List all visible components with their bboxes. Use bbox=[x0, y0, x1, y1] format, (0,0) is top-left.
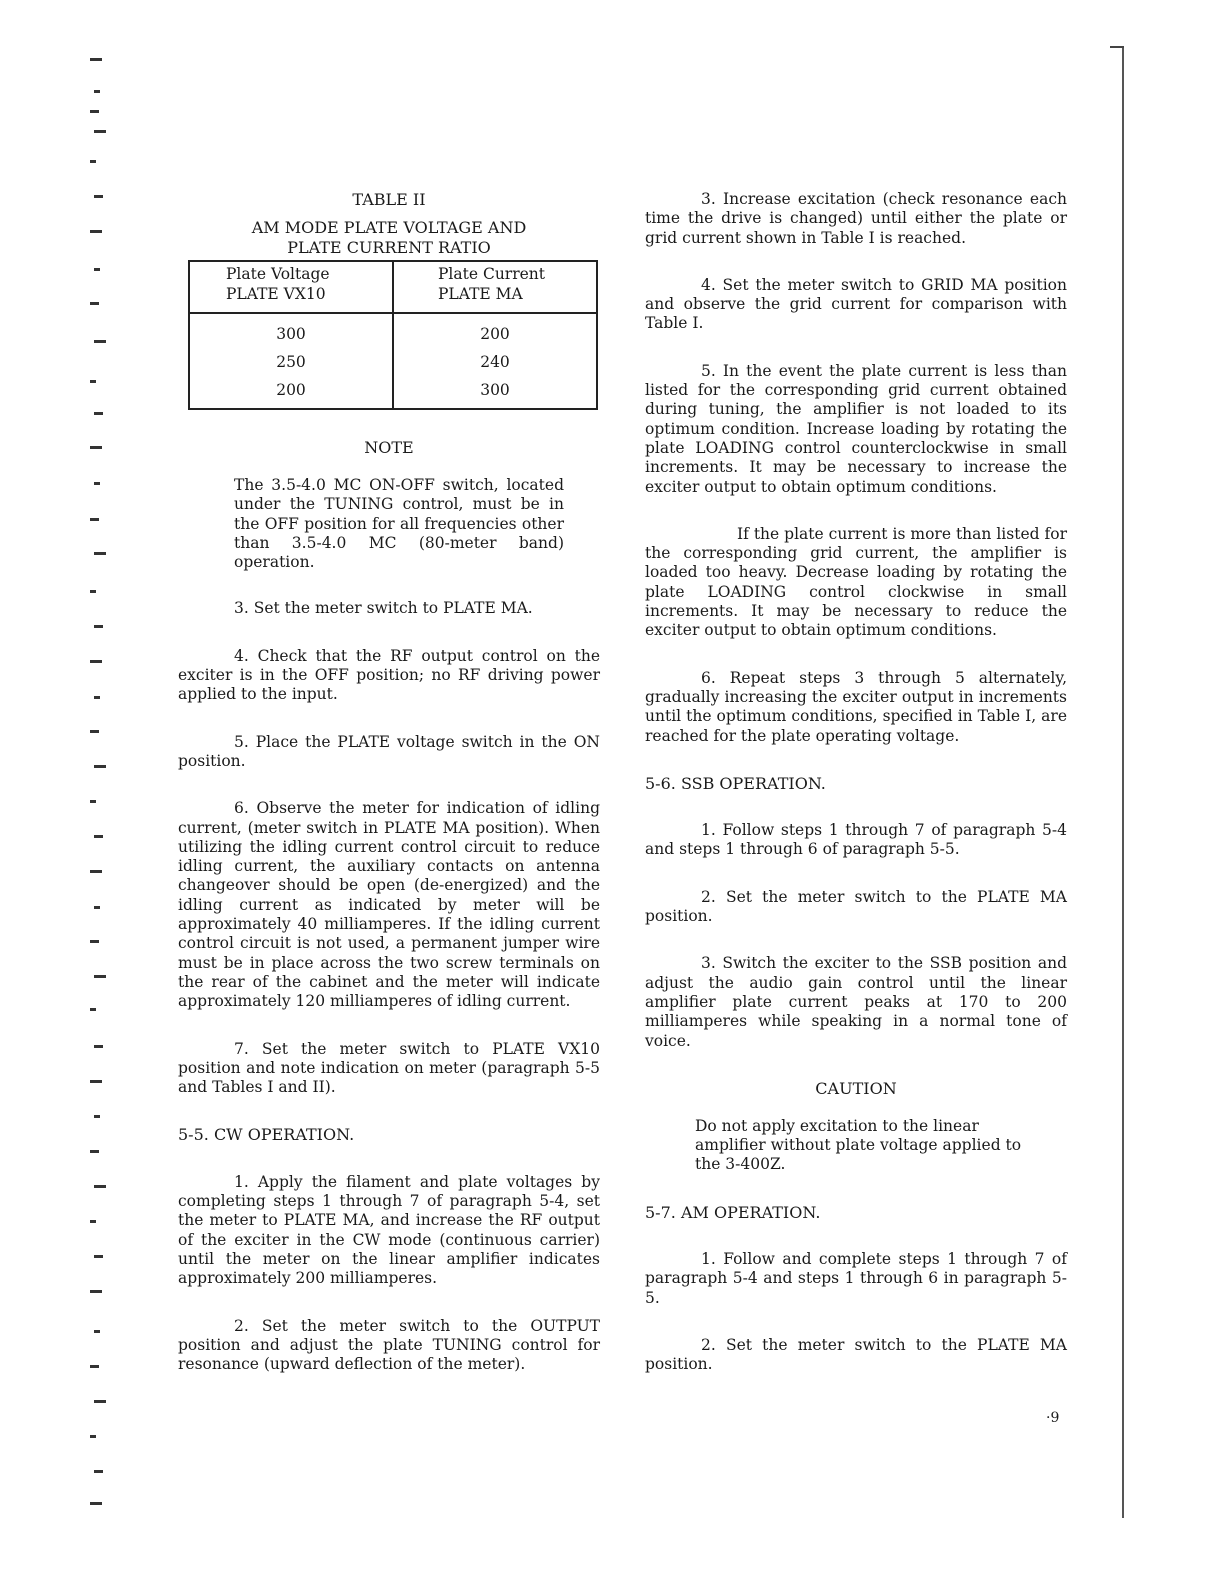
step-6-text: 6. Observe the meter for indication of idling current, (meter switch in PLATE MA position). When utilizing the idling current control circuit to reduce idling current, the auxiliary contacts on antenna changeover should be open (de-energized) and the idling current as indicated by meter will be approximately 40 milliamperes. If the idling current control circuit is not used, a permanent jumper wire must be in place across the two screw terminals on the rear of the cabinet and the meter will indicate approximately 120 milliamperes of idling current. bbox=[178, 799, 600, 1011]
ssb-step-2-text: 2. Set the meter switch to the PLATE MA position. bbox=[645, 887, 1067, 926]
margin-mark bbox=[90, 110, 99, 113]
margin-mark bbox=[94, 1470, 103, 1473]
margin-mark bbox=[90, 1220, 96, 1223]
table-row bbox=[189, 348, 597, 376]
cw-step-6-text: 6. Repeat steps 3 through 5 alternately, gradually increasing the exciter output in increments until the optimum conditions, specified in Table I, are reached for the plate operating voltage. bbox=[645, 668, 1067, 745]
margin-mark bbox=[90, 730, 99, 733]
table-cell-current: 200 bbox=[393, 313, 597, 348]
margin-mark bbox=[94, 1185, 106, 1188]
margin-mark bbox=[90, 940, 99, 943]
margin-mark bbox=[90, 518, 99, 521]
am-step-1-text: 1. Follow and complete steps 1 through 7 of paragraph 5-4 and steps 1 through 6 in paragraph 5-5. bbox=[645, 1249, 1067, 1307]
margin-mark bbox=[90, 660, 102, 663]
table-subtitle-line2: PLATE CURRENT RATIO bbox=[287, 238, 491, 257]
table-header-current bbox=[393, 261, 597, 313]
caution-heading: CAUTION bbox=[815, 1078, 897, 1098]
table-cell-current: 300 bbox=[393, 376, 597, 409]
margin-mark bbox=[94, 90, 100, 93]
cw-step-1-text: 1. Apply the filament and plate voltages by completing steps 1 through 7 of paragraph 5-4, set the meter to PLATE MA, and increase the RF output of the exciter in the CW mode (continuous carrier) until the meter on the linear amplifier indicates approximately 200 milliamperes. bbox=[178, 1172, 600, 1288]
margin-mark bbox=[94, 412, 103, 415]
margin-mark bbox=[90, 1008, 96, 1011]
caution-text: Do not apply excitation to the linear amplifier without plate voltage applied to the 3-400Z. bbox=[695, 1116, 1022, 1174]
table-subtitle-line1: AM MODE PLATE VOLTAGE AND bbox=[251, 218, 527, 237]
cw-operation-heading: 5-5. CW OPERATION. bbox=[178, 1125, 355, 1145]
margin-mark bbox=[94, 1045, 103, 1048]
cw-step-5-continued-text: If the plate current is more than listed for the corresponding grid current, the amplifier is loaded too heavy. Decrease loading by rotating the plate LOADING control clockwise in small increments. It may be necessary to reduce the exciter output to obtain optimum conditions. bbox=[645, 524, 1067, 640]
cw-step-2-text: 2. Set the meter switch to the OUTPUT position and adjust the plate TUNING control for resonance (upward deflection of the meter). bbox=[178, 1316, 600, 1374]
table-header-row bbox=[189, 261, 597, 313]
margin-mark bbox=[90, 58, 102, 61]
ssb-operation-heading: 5-6. SSB OPERATION. bbox=[645, 773, 826, 793]
margin-mark bbox=[94, 1400, 106, 1403]
margin-mark bbox=[94, 835, 103, 838]
table-cell-voltage: 300 bbox=[189, 313, 393, 348]
binding-margin-marks bbox=[86, 40, 110, 1520]
margin-mark bbox=[90, 870, 102, 873]
margin-mark bbox=[90, 160, 96, 163]
col1-line1: Plate Voltage bbox=[226, 265, 330, 283]
right-column bbox=[645, 190, 1067, 1374]
margin-mark bbox=[90, 1290, 102, 1293]
table-cell-current: 240 bbox=[393, 348, 597, 376]
col2-line2: PLATE MA bbox=[438, 285, 523, 303]
margin-mark bbox=[94, 268, 100, 271]
margin-mark bbox=[94, 765, 106, 768]
margin-mark bbox=[94, 625, 103, 628]
step-3-text: 3. Set the meter switch to PLATE MA. bbox=[234, 599, 533, 618]
margin-mark bbox=[94, 130, 106, 133]
margin-mark bbox=[94, 696, 100, 699]
ssb-step-1-text: 1. Follow steps 1 through 7 of paragraph 5-4 and steps 1 through 6 of paragraph 5-5. bbox=[645, 821, 1067, 859]
margin-mark bbox=[94, 552, 106, 555]
table-cell-voltage: 250 bbox=[189, 348, 393, 376]
note-heading: NOTE bbox=[364, 438, 414, 457]
margin-mark bbox=[90, 1502, 102, 1505]
ssb-step-3-text: 3. Switch the exciter to the SSB position and adjust the audio gain control until the linear amplifier plate current peaks at 170 to 200 milliamperes while speaking in a normal tone of voice. bbox=[645, 954, 1067, 1050]
margin-mark bbox=[94, 1330, 100, 1333]
margin-mark bbox=[94, 340, 106, 343]
left-column bbox=[178, 190, 600, 1374]
table-row bbox=[189, 376, 597, 409]
am-step-2-text: 2. Set the meter switch to the PLATE MA position. bbox=[645, 1335, 1067, 1374]
table-row bbox=[189, 313, 597, 348]
cw-step-4-text: 4. Set the meter switch to GRID MA position and observe the grid current for comparison with Table I. bbox=[645, 275, 1067, 333]
page-number: ·9 bbox=[1046, 1410, 1060, 1426]
cw-step-3-text: 3. Increase excitation (check resonance each time the drive is changed) until either the plate or grid current shown in Table I is reached. bbox=[645, 190, 1067, 247]
margin-mark bbox=[90, 800, 96, 803]
plate-ratio-table bbox=[188, 260, 598, 410]
note-text: The 3.5-4.0 MC ON-OFF switch, located under the TUNING control, must be in the OFF position for all frequencies other than 3.5-4.0 MC (80-meter band) operation. bbox=[234, 476, 564, 572]
margin-mark bbox=[90, 380, 96, 383]
step-5-text: 5. Place the PLATE voltage switch in the ON position. bbox=[178, 732, 600, 770]
am-operation-heading: 5-7. AM OPERATION. bbox=[645, 1202, 821, 1222]
margin-mark bbox=[90, 446, 102, 449]
margin-mark bbox=[94, 1115, 100, 1118]
margin-mark bbox=[90, 230, 102, 233]
margin-mark bbox=[94, 975, 106, 978]
step-4-text: 4. Check that the RF output control on the exciter is in the OFF position; no RF driving power applied to the input. bbox=[178, 646, 600, 704]
margin-mark bbox=[94, 906, 100, 909]
margin-mark bbox=[94, 195, 103, 198]
page-number-value: 9 bbox=[1050, 1410, 1060, 1426]
margin-mark bbox=[90, 590, 96, 593]
margin-mark bbox=[90, 1080, 102, 1083]
table-cell-voltage: 200 bbox=[189, 376, 393, 409]
margin-mark bbox=[94, 482, 100, 485]
col1-line2: PLATE VX10 bbox=[226, 285, 326, 303]
col2-line1: Plate Current bbox=[438, 265, 546, 283]
margin-mark bbox=[94, 1255, 103, 1258]
margin-mark bbox=[90, 1150, 99, 1153]
cw-step-5-text: 5. In the event the plate current is less than listed for the corresponding grid current obtained during tuning, the amplifier is not loaded to its optimum condition. Increase loading by rotating the plate LOADING control counterclockwise in small increments. It may be necessary to increase the exciter output to obtain optimum conditions. bbox=[645, 361, 1067, 496]
margin-mark bbox=[90, 302, 99, 305]
table-header-voltage bbox=[189, 261, 393, 313]
margin-mark bbox=[90, 1365, 99, 1368]
page-edge-rule bbox=[1122, 48, 1124, 1518]
margin-mark bbox=[90, 1435, 96, 1438]
step-7-text: 7. Set the meter switch to PLATE VX10 position and note indication on meter (paragraph 5-5 and Tables I and II). bbox=[178, 1039, 600, 1097]
table-title: TABLE II bbox=[352, 190, 426, 209]
